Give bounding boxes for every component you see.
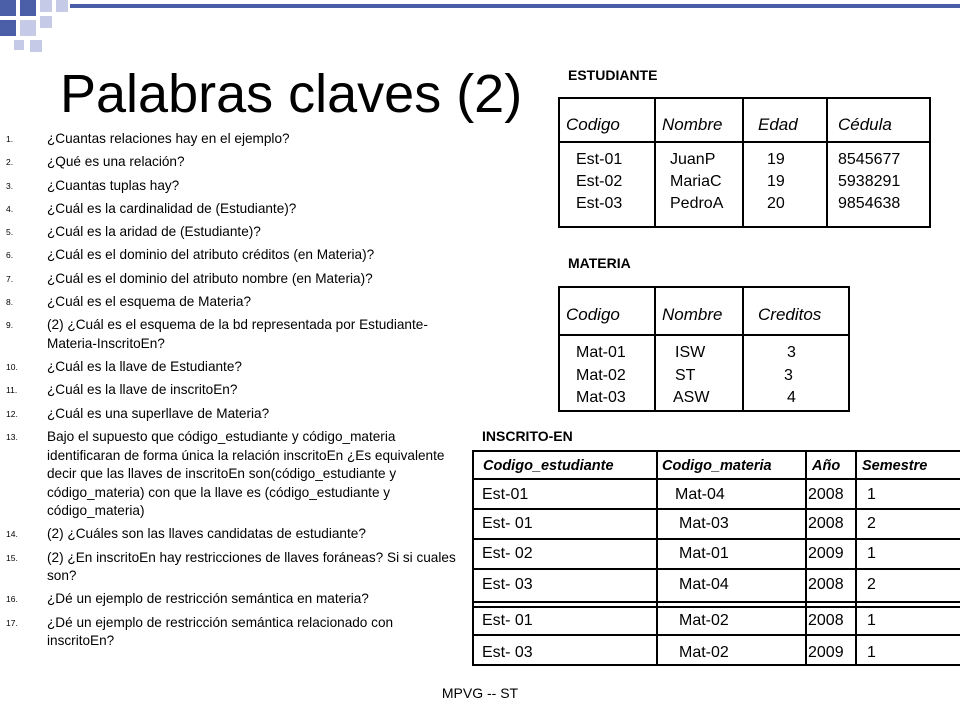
column-divider <box>826 97 828 228</box>
list-item: 13. Bajo el supuesto que código_estudiante y código_materia identificaran de forma única la relación inscritoEn ¿Es equivalente decir que las llaves de inscritoEn son(código_estudiante y código_materia) con que la llave es (código_estudiante y código_materia) <box>6 429 445 519</box>
table-cell: Est-01 <box>576 151 623 168</box>
column-header: Codigo_materia <box>662 458 772 474</box>
row-divider <box>472 606 960 608</box>
table-cell: 2009 <box>808 545 844 562</box>
column-header: Nombre <box>662 115 723 134</box>
table-cell: 3 <box>787 344 796 361</box>
table-cell: Mat-01 <box>679 545 729 562</box>
table-border-bottom <box>558 410 850 412</box>
table-cell: 1 <box>867 612 876 629</box>
list-item: 2. ¿Qué es una relación? <box>6 154 185 170</box>
table-border-top <box>558 286 850 288</box>
table-cell: 3 <box>784 367 793 384</box>
slide-title: Palabras claves (2) <box>60 64 523 124</box>
column-header: Cédula <box>838 115 892 134</box>
list-item: 7. ¿Cuál es el dominio del atributo nombre (en Materia)? <box>6 270 373 286</box>
table-cell: Mat-01 <box>576 344 626 361</box>
table-cell: 2008 <box>808 576 844 593</box>
column-header: Año <box>812 458 841 474</box>
table-border-right <box>929 97 931 228</box>
table-border-bottom <box>558 226 931 228</box>
question-list <box>6 130 456 656</box>
column-header: Creditos <box>758 305 822 324</box>
deco-square-1 <box>0 0 16 16</box>
table-cell: Mat-02 <box>679 644 729 661</box>
table-cell: Mat-03 <box>576 389 626 406</box>
table-cell: PedroA <box>670 195 724 212</box>
table-cell: Mat-03 <box>679 515 729 532</box>
table-cell: 8545677 <box>838 151 901 168</box>
table-cell: Mat-04 <box>675 486 725 503</box>
deco-square-8 <box>30 40 42 52</box>
table-cell: 19 <box>767 151 785 168</box>
table-cell: 19 <box>767 173 785 190</box>
table-cell: Est- 01 <box>482 515 533 532</box>
row-divider <box>472 508 960 510</box>
list-item: 12. ¿Cuál es una superllave de Materia? <box>6 405 270 421</box>
table-border-left <box>558 286 560 412</box>
list-item: 4. ¿Cuál es la cardinalidad de (Estudiante)? <box>6 200 297 216</box>
column-header: Codigo <box>566 115 620 134</box>
table-cell: 2008 <box>808 612 844 629</box>
deco-square-7 <box>40 16 52 28</box>
table-cell: 2008 <box>808 515 844 532</box>
row-divider <box>472 601 960 603</box>
table-cell: 2009 <box>808 644 844 661</box>
table-border-right <box>848 286 850 412</box>
column-divider <box>742 286 744 412</box>
column-divider <box>654 286 656 412</box>
row-divider <box>472 568 960 570</box>
table-border-left <box>558 97 560 228</box>
deco-square-3 <box>40 0 52 12</box>
table-cell: 4 <box>787 389 796 406</box>
inscrito-label: INSCRITO-EN <box>482 428 573 444</box>
table-cell: ST <box>675 367 696 384</box>
column-header: Codigo <box>566 305 620 324</box>
table-cell: 9854638 <box>838 195 901 212</box>
list-item: 1. ¿Cuantas relaciones hay en el ejemplo? <box>6 131 290 146</box>
list-item: 16. ¿Dé un ejemplo de restricción semántica en materia? <box>6 591 369 607</box>
table-cell: Mat-02 <box>679 612 729 629</box>
table-cell: Est- 01 <box>482 612 533 629</box>
table-cell: 1 <box>867 545 876 562</box>
column-header: Semestre <box>862 458 928 474</box>
list-item: 14. (2) ¿Cuáles son las llaves candidatas de estudiante? <box>6 526 366 542</box>
list-item: 5. ¿Cuál es la aridad de (Estudiante)? <box>6 224 261 240</box>
table-cell: ISW <box>675 344 706 361</box>
list-item: 11. ¿Cuál es la llave de inscritoEn? <box>6 382 238 398</box>
table-cell: Mat-02 <box>576 367 626 384</box>
table-cell: 20 <box>767 195 785 212</box>
table-border-header <box>472 478 960 480</box>
table-cell: MariaC <box>670 173 722 190</box>
table-cell: Est- 03 <box>482 644 533 661</box>
table-cell: Est- 02 <box>482 545 533 562</box>
slide-footer: MPVG -- ST <box>441 685 519 701</box>
deco-square-9 <box>14 40 24 50</box>
table-border-header <box>558 141 931 143</box>
title-divider <box>70 4 960 8</box>
column-header: Codigo_estudiante <box>483 458 614 474</box>
table-cell: 2 <box>867 515 876 532</box>
list-item: 3. ¿Cuantas tuplas hay? <box>6 177 180 193</box>
column-divider <box>654 97 656 228</box>
deco-square-6 <box>20 20 36 36</box>
table-cell: 2 <box>867 576 876 593</box>
table-cell: 1 <box>867 644 876 661</box>
list-item: 15. (2) ¿En inscritoEn hay restricciones de llaves foráneas? Si si cuales son? <box>6 549 456 584</box>
list-item: 9. (2) ¿Cuál es el esquema de la bd representada por Estudiante-Materia-InscritoEn? <box>6 317 428 351</box>
table-border-bottom <box>472 664 960 666</box>
table-cell: Est- 03 <box>482 576 533 593</box>
table-cell: 5938291 <box>838 173 901 190</box>
table-cell: ASW <box>673 389 710 406</box>
table-border-header <box>558 334 850 336</box>
list-item: 17. ¿Dé un ejemplo de restricción semántica relacionado con inscritoEn? <box>6 614 394 649</box>
deco-square-5 <box>0 20 16 36</box>
table-cell: JuanP <box>670 151 716 168</box>
column-header: Edad <box>758 115 798 134</box>
table-cell: Est-01 <box>482 486 529 503</box>
row-divider <box>472 634 960 636</box>
table-cell: Est-02 <box>576 173 623 190</box>
deco-square-4 <box>56 0 68 12</box>
table-border-top <box>558 97 931 99</box>
table-cell: Mat-04 <box>679 576 729 593</box>
table-border-top <box>472 450 960 452</box>
deco-square-2 <box>20 0 36 16</box>
table-cell: 2008 <box>808 486 844 503</box>
row-divider <box>472 538 960 540</box>
table-cell: 1 <box>867 486 876 503</box>
estudiante-label: ESTUDIANTE <box>568 67 658 83</box>
list-item: 10. ¿Cuál es la llave de Estudiante? <box>6 359 242 375</box>
materia-label: MATERIA <box>568 255 631 271</box>
table-cell: Est-03 <box>576 195 623 212</box>
list-item: 6. ¿Cuál es el dominio del atributo créditos (en Materia)? <box>6 247 375 263</box>
column-header: Nombre <box>662 305 723 324</box>
list-item: 8. ¿Cuál es el esquema de Materia? <box>6 294 252 310</box>
column-divider <box>742 97 744 228</box>
